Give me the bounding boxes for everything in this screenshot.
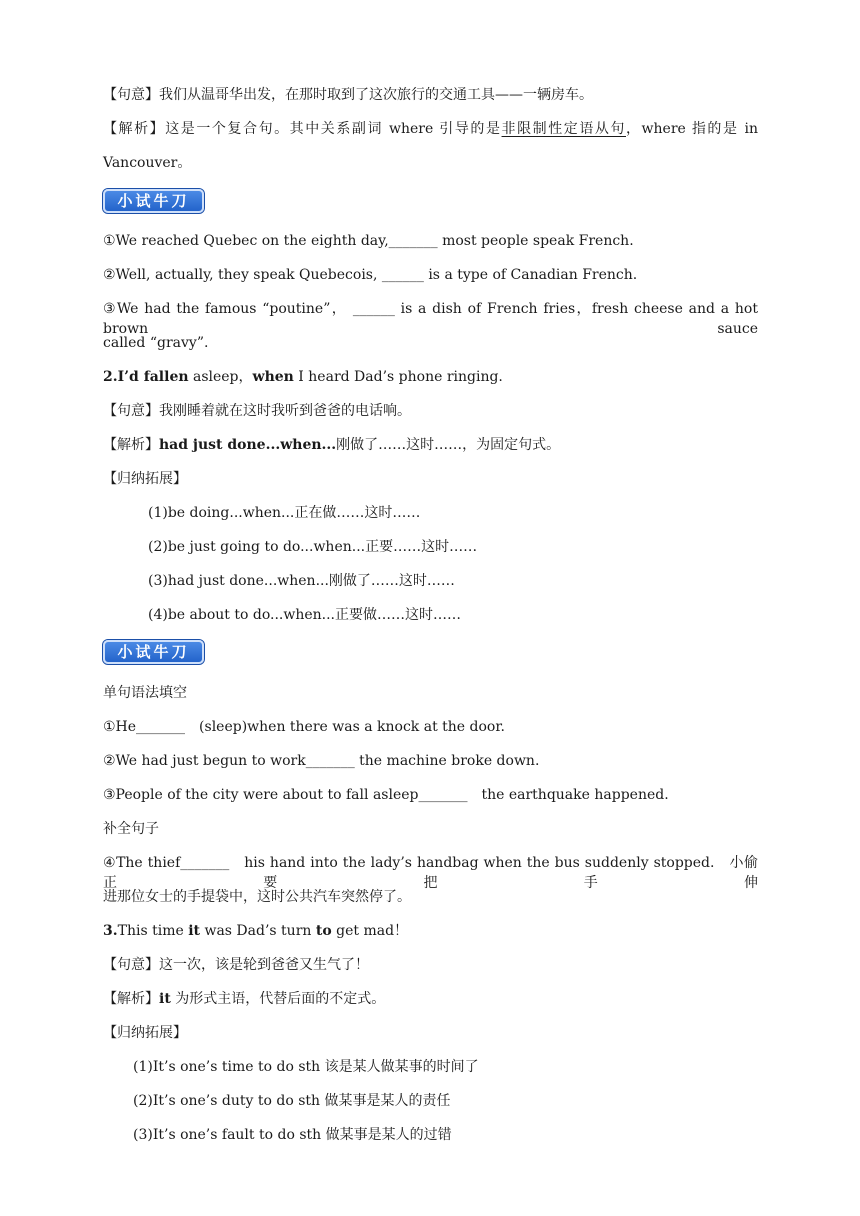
key-sentence-2: 2.I’d fallen asleep，when I heard Dad’s phone ringing. <box>103 369 503 385</box>
analysis-3: 【解析】it 为形式主语，代替后面的不定式。 <box>103 991 386 1007</box>
practice-badge-1: 小试牛刀 <box>103 189 204 213</box>
exercise-2-4-cont: 进那位女士的手提袋中，这时公共汽车突然停了。 <box>103 889 411 905</box>
exercise-2-heading: 单句语法填空 <box>103 685 187 701</box>
summary-item-2-1: (1)be doing...when...正在做……这时…… <box>148 505 421 521</box>
exercise-2-4: ④The thief_______ his hand into the lady’s handbag when the bus suddenly stopped. 小偷正要把手伸 <box>103 855 758 891</box>
analysis-1: 【解析】这是一个复合句。其中关系副词 where 引导的是非限制性定语从句，where 指的是 in <box>103 121 758 137</box>
exercise-1-3: ③We had the famous “poutine”， ______ is a dish of French fries，fresh cheese and a hot brown sauce <box>103 301 758 337</box>
exercise-2-3: ③People of the city were about to fall asleep_______ the earthquake happened. <box>103 787 669 803</box>
sentence-meaning-3: 【句意】这一次，该是轮到爸爸又生气了！ <box>103 957 369 973</box>
summary-item-3-3: (3)It’s one’s fault to do sth 做某事是某人的过错 <box>133 1127 452 1143</box>
exercise-2-1: ①He_______ (sleep)when there was a knock at the door. <box>103 719 505 735</box>
exercise-1-2: ②Well, actually, they speak Quebecois, ______ is a type of Canadian French. <box>103 267 638 283</box>
key-sentence-3: 3.This time it was Dad’s turn to get mad！ <box>103 923 409 939</box>
exercise-2-heading-b: 补全句子 <box>103 821 159 837</box>
summary-heading-3: 【归纳拓展】 <box>103 1025 187 1041</box>
analysis-2: 【解析】had just done...when...刚做了……这时……，为固定句式。 <box>103 437 561 453</box>
summary-item-2-4: (4)be about to do...when...正要做……这时…… <box>148 607 462 623</box>
exercise-1-3-cont: called “gravy”. <box>103 335 209 351</box>
summary-heading-2: 【归纳拓展】 <box>103 471 187 487</box>
practice-badge-2: 小试牛刀 <box>103 640 204 664</box>
sentence-meaning-1: 【句意】我们从温哥华出发，在那时取到了这次旅行的交通工具——一辆房车。 <box>103 87 593 103</box>
summary-item-3-1: (1)It’s one’s time to do sth 该是某人做某事的时间了 <box>133 1059 479 1075</box>
analysis-1-cont: Vancouver。 <box>103 155 192 171</box>
summary-item-3-2: (2)It’s one’s duty to do sth 做某事是某人的责任 <box>133 1093 451 1109</box>
exercise-1-1: ①We reached Quebec on the eighth day,_______ most people speak French. <box>103 233 634 249</box>
summary-item-2-3: (3)had just done...when...刚做了……这时…… <box>148 573 455 589</box>
summary-item-2-2: (2)be just going to do...when...正要……这时…… <box>148 539 478 555</box>
exercise-2-2: ②We had just begun to work_______ the machine broke down. <box>103 753 540 769</box>
sentence-meaning-2: 【句意】我刚睡着就在这时我听到爸爸的电话响。 <box>103 403 411 419</box>
